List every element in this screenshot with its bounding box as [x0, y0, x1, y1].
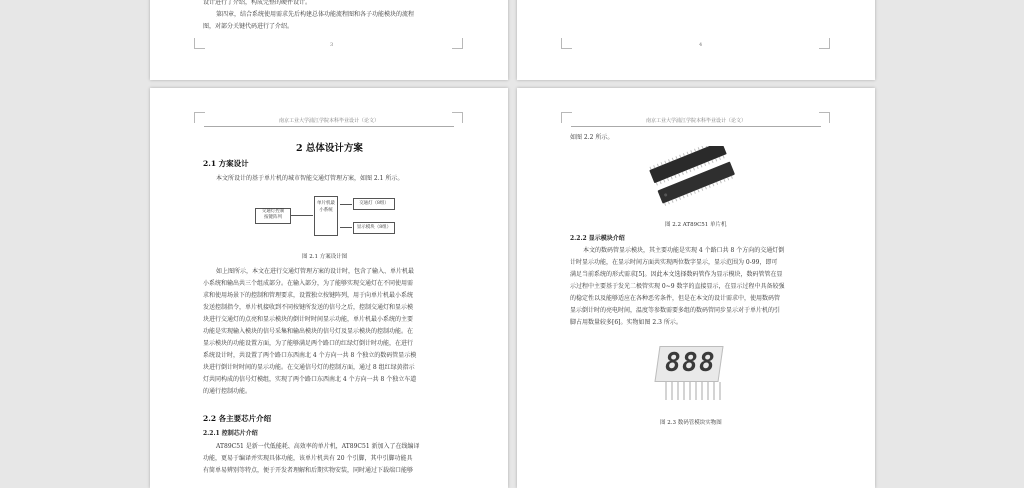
traffic-light-label: 交通灯（8组） [359, 201, 389, 206]
page-number: 3 [330, 42, 334, 48]
page-6 [517, 88, 875, 488]
page-3 [150, 0, 508, 80]
chapter-title: 2 总体设计方案 [296, 143, 363, 154]
figure-caption: 图 2.1 方案设计图 [302, 254, 348, 260]
seven-segment-display-image [657, 346, 731, 408]
text-line: 的稳定性以及能够适应在各种恶劣条件，但是在本文的设计需求中，使用数码管 [570, 295, 781, 302]
scheme-diagram [255, 196, 405, 241]
text-line: 灯共同构成的信号灯模组，实现了两个路口东西南北 4 个方向一共 8 个独立车道 [203, 376, 417, 383]
seven-segment-digit: 8 [682, 348, 698, 378]
connector-arrow [340, 227, 352, 228]
text-line: 本文所设计的基于单片机的城市智能交通灯管理方案，如图 2.1 所示。 [216, 175, 404, 182]
text-line: 发送控制指令，单片机接收到不同按键所发送的信号之后，控制交通灯和显示模 [203, 304, 414, 311]
connector-arrow [291, 215, 313, 216]
subsection-heading: 2.2.1 控制芯片介绍 [203, 430, 258, 437]
figure-caption: 图 2.3 数码管模块实物图 [660, 420, 722, 426]
at89c51-chip-image [647, 146, 742, 208]
mcu-box-label: 小系统 [319, 208, 333, 213]
page-corner-mark [452, 38, 463, 49]
text-line: 的通行控制功能。 [203, 388, 252, 395]
text-line: 显示倒计时的亮电时间，温度等参数需要多组的数码管同步显示对于单片机的引 [570, 307, 781, 314]
input-box-label: 按键阵列 [264, 215, 282, 220]
text-line: 如上图所示，本文在进行交通灯管理方案的设计时，包含了输入、单片机最 [216, 268, 415, 275]
page-corner-mark [194, 38, 205, 49]
text-line: 示过程中主要基于发光二极管实现 0~9 数字的直接显示，在显示过程中具备较强 [570, 283, 785, 290]
text-line: 块进行交通灯的点亮和显示模块的倒计时时间显示功能，单片机最小系统的主要 [203, 316, 414, 323]
text-line: 本文的数码管显示模块，其主要功能是实现 4 个路口共 8 个方向的交通灯倒 [583, 247, 785, 254]
subsection-heading: 2.2.2 显示模块介绍 [570, 235, 625, 242]
text-line: 系统设计时，共设置了两个路口东西南北 4 个方向一共 8 个独立的数码管显示模 [203, 352, 417, 359]
page-4 [517, 0, 875, 80]
text-line: 如图 2.2 所示。 [570, 134, 614, 141]
display-module-box [353, 222, 395, 234]
input-box [255, 208, 291, 224]
header-rule [571, 126, 821, 127]
page-number: 4 [699, 42, 703, 48]
section-heading: 2.1 方案设计 [203, 159, 249, 168]
page-header: 南京工业大学浦江学院本科毕业设计（论文） [645, 118, 746, 124]
text-line: 脚占用数量较多[6]。实物如图 2.3 所示。 [570, 319, 682, 326]
display-module-label: 显示模块（8组） [356, 225, 392, 230]
display-pins [663, 382, 723, 404]
text-line: 求和使用场景下的控制和管理要求，设置独立按键阵列，用于向单片机最小系统 [203, 292, 414, 299]
page-5 [150, 88, 508, 488]
text-line: 满足当前系统的形式需求[5]。因此本文选择数码管作为显示模块，数码管管在显 [570, 271, 783, 278]
header-rule [204, 126, 454, 127]
seven-segment-digit: 8 [665, 348, 681, 378]
text-line: 图，对部分关键代码进行了介绍。 [203, 23, 294, 30]
text-line: 设计进行了介绍，构成完整的硬件设计。 [203, 0, 312, 6]
text-line: 功能是实现输入模块的信号采集和输出模块的信号灯及显示模块的控制功能。在 [203, 328, 414, 335]
figure-caption: 图 2.2 AT89C51 单片机 [665, 222, 727, 228]
page-corner-mark [819, 38, 830, 49]
text-line: 第四章，结合系统使用需求先后构建总体功能流程图和各子功能模块的流程 [216, 11, 415, 18]
section-heading: 2.2 各主要芯片介绍 [203, 414, 272, 423]
text-line: 计时显示功能，在显示时间方面共实现两位数字显示，显示范围为 0-99，即可 [570, 259, 778, 266]
text-line: AT89C51 是新一代低能耗、高效率的单片机，AT89C51 新加入了在线编译 [216, 443, 420, 450]
text-line: 显示模块的功能设置方面，为了能够满足两个路口的红绿灯倒计时功能，在进行 [203, 340, 414, 347]
page-corner-mark [561, 38, 572, 49]
connector-arrow [340, 204, 352, 205]
text-line: 块进行倒计时时间的显示功能。在交通信号灯的控制方面，通过 8 组红绿黄指示 [203, 364, 415, 371]
traffic-light-box [353, 198, 395, 210]
page-header: 南京工业大学浦江学院本科毕业设计（论文） [278, 118, 379, 124]
input-box-label: 交通灯控制 [261, 209, 285, 214]
text-line: 功能，更易于编译并实现具体功能，该单片机共有 20 个引脚，其中引脚功能具 [203, 455, 413, 462]
text-line: 有简单易辨别等特点，便于开发者理解和后期实物安装，同时通过下载端口能够 [203, 467, 414, 474]
mcu-box [314, 196, 338, 236]
seven-segment-digit: 8 [699, 348, 715, 378]
text-line: 小系统和输出共三个组成部分。在输入部分，为了能够实现交通灯在不同使用需 [203, 280, 414, 287]
mcu-box-label: 单片机最 [317, 201, 335, 206]
